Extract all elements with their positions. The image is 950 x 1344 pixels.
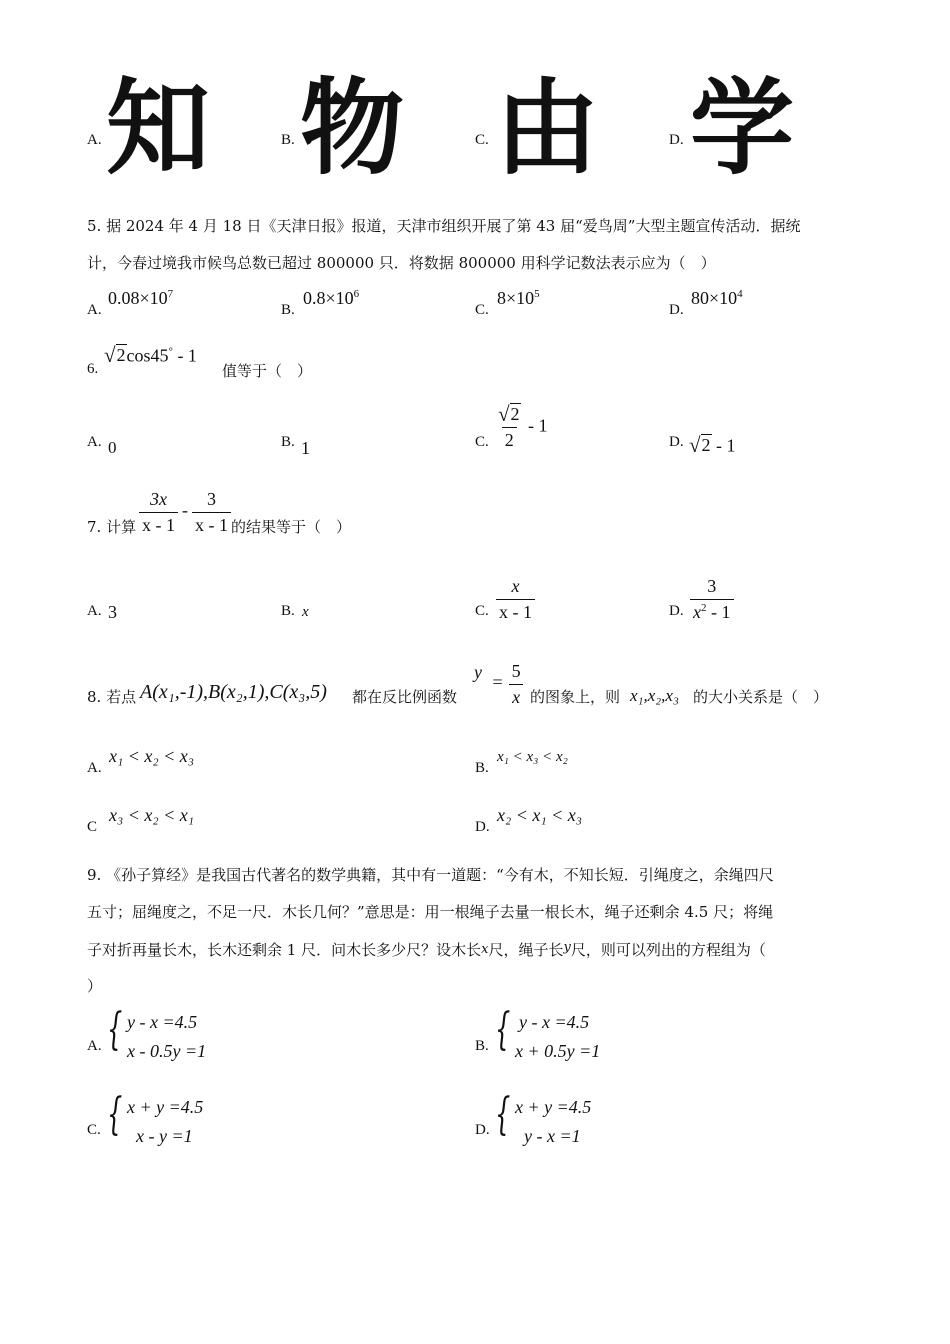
q6-degree: °	[168, 345, 173, 358]
q8-func-denominator: x	[509, 684, 523, 709]
q6-option-b-label: B.	[281, 434, 295, 450]
q7-option-c-numerator: x	[511, 576, 520, 596]
q7-option-d-denominator	[690, 599, 734, 624]
q5-option-c-expr	[497, 288, 540, 309]
q5-option-b-exp: 6	[353, 288, 360, 300]
q9-stem-line4: ）	[87, 977, 103, 995]
q6-stem-text: 值等于（ ）	[222, 362, 313, 380]
q7-fraction-2	[192, 488, 231, 536]
q7-suffix: 的结果等于（ ）	[231, 518, 352, 536]
q9-option-d-label: D.	[475, 1122, 490, 1138]
q9-option-a-label: A.	[87, 1038, 102, 1054]
q8-vars: x₁,x₂,x₃	[630, 686, 679, 705]
radical-icon: √	[498, 401, 510, 426]
q9-var-y: y	[563, 940, 571, 955]
q7-option-d-expr	[690, 575, 734, 623]
q9-option-c-eq1: x + y =4.5	[127, 1097, 204, 1117]
q9-option-b-eq2: x + 0.5y =1	[515, 1040, 601, 1061]
q4-option-b-label: B.	[281, 132, 295, 148]
q8-func-fraction	[509, 660, 524, 708]
q9-var-x: x	[481, 942, 489, 957]
q4-option-a-label: A.	[87, 132, 102, 148]
q8-option-d-label: D.	[475, 819, 490, 835]
q9-stem-line2: 五寸；屈绳度之，不足一尺．木长几何？”意思是：用一根绳子去量一根长木，绳子还剩余 4.5 尺；将绳	[87, 903, 774, 921]
q7-option-b-label: B.	[281, 603, 295, 619]
q5-option-d-base: ×10	[709, 288, 738, 308]
q6-sqrt-value: 2	[116, 345, 126, 365]
q5-option-c-exp: 5	[534, 288, 540, 300]
q8-func-lhs: y	[474, 662, 482, 683]
q9-option-a-eq2: x - 0.5y =1	[127, 1040, 207, 1061]
q7-option-c-expr	[496, 575, 535, 623]
q7-option-d-den-base: x	[693, 601, 701, 622]
q4-option-d-char: 学	[690, 67, 795, 189]
brace-icon: {	[107, 1089, 123, 1140]
q8-option-a-label: A.	[87, 760, 102, 776]
q9-option-a-eq1: y - x =4.5	[127, 1012, 198, 1032]
q6-number: 6.	[87, 361, 99, 377]
q5-option-a-mantissa: 0.08	[108, 288, 140, 308]
q5-stem-line1: 5. 据 2024 年 4 月 18 日《天津日报》报道，天津市组织开展了第 43 届“爱鸟周”大型主题宣传活动．据统	[87, 217, 801, 235]
q9-option-b-label: B.	[475, 1038, 489, 1054]
q7-option-a-label: A.	[87, 603, 102, 619]
q6-option-c-sqrt	[498, 403, 521, 425]
q6-cos: cos45	[126, 345, 169, 366]
q5-option-b-base: ×10	[325, 288, 354, 308]
q9-option-d-eq2: y - x =1	[524, 1125, 581, 1146]
q7-option-c-denominator: x - 1	[496, 599, 535, 624]
q9-option-c-eq2: x - y =1	[136, 1125, 193, 1146]
q6-option-d-expr	[689, 434, 736, 457]
q8-option-b-expr: x₁ < x₃ < x₂	[497, 749, 568, 765]
q5-option-c-label: C.	[475, 302, 489, 318]
q7-option-d-fraction	[690, 575, 734, 623]
q7-fraction-1-denominator: x - 1	[139, 512, 178, 537]
q6-option-b-value: 1	[301, 438, 310, 458]
q8-prefix: 8. 若点	[87, 688, 137, 706]
q7-option-c-fraction	[496, 575, 535, 623]
q8-option-c-expr: x₃ < x₂ < x₁	[109, 805, 195, 825]
brace-icon: {	[107, 1004, 123, 1055]
brace-icon: {	[495, 1089, 511, 1140]
q6-option-c-fraction	[495, 403, 524, 452]
q7-option-d-den-exp: 2	[701, 601, 707, 614]
q8-middle: 都在反比例函数	[352, 688, 458, 706]
q6-option-c-sqrt-value: 2	[510, 404, 520, 424]
q7-fraction-2-denominator: x - 1	[192, 512, 231, 537]
q4-option-a-char: 知	[106, 67, 211, 189]
radical-icon: √	[689, 432, 701, 457]
q9-option-c-system	[107, 1089, 204, 1151]
q7-fraction-1	[139, 488, 178, 536]
q4-option-c-label: C.	[475, 132, 489, 148]
q7-fraction-2-numerator: 3	[207, 489, 216, 509]
radical-icon: √	[104, 342, 116, 367]
q5-option-d-mantissa: 80	[691, 288, 709, 308]
q9-option-d-eq1: x + y =4.5	[515, 1097, 592, 1117]
q8-func-eq: =	[492, 672, 503, 693]
q9-option-a-system	[107, 1004, 207, 1066]
q8-after-func: 的图象上，则	[530, 688, 621, 706]
q6-sqrt	[104, 344, 127, 366]
q8-option-c-label: C	[87, 819, 98, 835]
q5-stem-line2: 计，今春过境我市候鸟总数已超过 800000 只．将数据 800000 用科学记数法表示应为（ ）	[87, 254, 716, 272]
q7-fraction-1-numerator: 3x	[150, 489, 167, 509]
q5-option-c-mantissa: 8	[497, 288, 506, 308]
q5-option-a-base: ×10	[139, 288, 168, 308]
q5-option-a-expr	[108, 288, 173, 309]
q5-option-d-expr	[691, 288, 743, 309]
q9-option-d-system	[495, 1089, 592, 1151]
q7-minus: -	[182, 500, 188, 521]
q8-option-a-expr: x₁ < x₂ < x₃	[109, 746, 195, 766]
q8-option-b-label: B.	[475, 760, 489, 776]
q7-option-a-value: 3	[108, 602, 117, 622]
q6-option-d-sqrt	[689, 434, 712, 456]
q6-tail: - 1	[172, 345, 197, 366]
q4-option-b-char: 物	[300, 67, 405, 189]
q5-option-a-label: A.	[87, 302, 102, 318]
q9-line3-part-b: 尺，绳子长	[488, 941, 564, 959]
q7-option-c-label: C.	[475, 603, 489, 619]
q8-points: A(x₁,-1),B(x₂,1),C(x₃,5)	[140, 681, 327, 703]
q7-expression	[139, 488, 231, 536]
q7-prefix: 7. 计算	[87, 518, 137, 536]
q6-option-d-label: D.	[669, 434, 684, 450]
q8-func-numerator: 5	[511, 661, 521, 681]
q8-suffix: 的大小关系是（ ）	[693, 688, 829, 706]
q9-line3-part-c: 尺，则可以列出的方程组为（	[570, 941, 766, 959]
q6-option-d-tail: - 1	[711, 435, 736, 456]
q6-option-c-expr	[495, 403, 548, 452]
q6-expression	[104, 344, 197, 367]
q9-stem-line1: 9. 《孙子算经》是我国古代著名的数学典籍，其中有一道题：“今有木，不知长短．引绳度之，余绳四尺	[87, 866, 774, 884]
q9-option-b-system	[495, 1004, 601, 1066]
q5-option-b-expr	[303, 288, 359, 309]
q9-option-c-label: C.	[87, 1122, 101, 1138]
q5-option-d-exp: 4	[737, 288, 743, 300]
q9-option-b-eq1: y - x =4.5	[519, 1012, 590, 1032]
q6-option-a-label: A.	[87, 434, 102, 450]
q5-option-b-label: B.	[281, 302, 295, 318]
q7-option-d-label: D.	[669, 603, 684, 619]
q9-line3-part-a: 子对折再量长木，长木还剩余 1 尺．问木长多少尺？设木长	[87, 941, 482, 959]
q5-option-b-mantissa: 0.8	[303, 288, 326, 308]
q8-option-d-expr: x₂ < x₁ < x₃	[497, 805, 583, 825]
q6-option-a-value: 0	[108, 438, 117, 457]
brace-icon: {	[495, 1004, 511, 1055]
q5-option-d-label: D.	[669, 302, 684, 318]
q7-option-b-value: x	[302, 604, 309, 620]
q8-function	[474, 660, 524, 708]
q6-option-d-sqrt-value: 2	[701, 435, 711, 455]
q7-option-d-numerator: 3	[707, 576, 717, 596]
q9-stem-line3	[87, 940, 766, 959]
q6-option-c-denominator: 2	[502, 427, 517, 452]
q6-option-c-label: C.	[475, 434, 489, 450]
q4-option-c-char: 由	[495, 67, 600, 189]
q4-option-d-label: D.	[669, 132, 684, 148]
q7-option-d-den-tail: - 1	[706, 601, 731, 622]
q5-option-a-exp: 7	[167, 288, 174, 300]
q5-option-c-base: ×10	[506, 288, 535, 308]
q6-option-c-tail: - 1	[523, 415, 548, 436]
